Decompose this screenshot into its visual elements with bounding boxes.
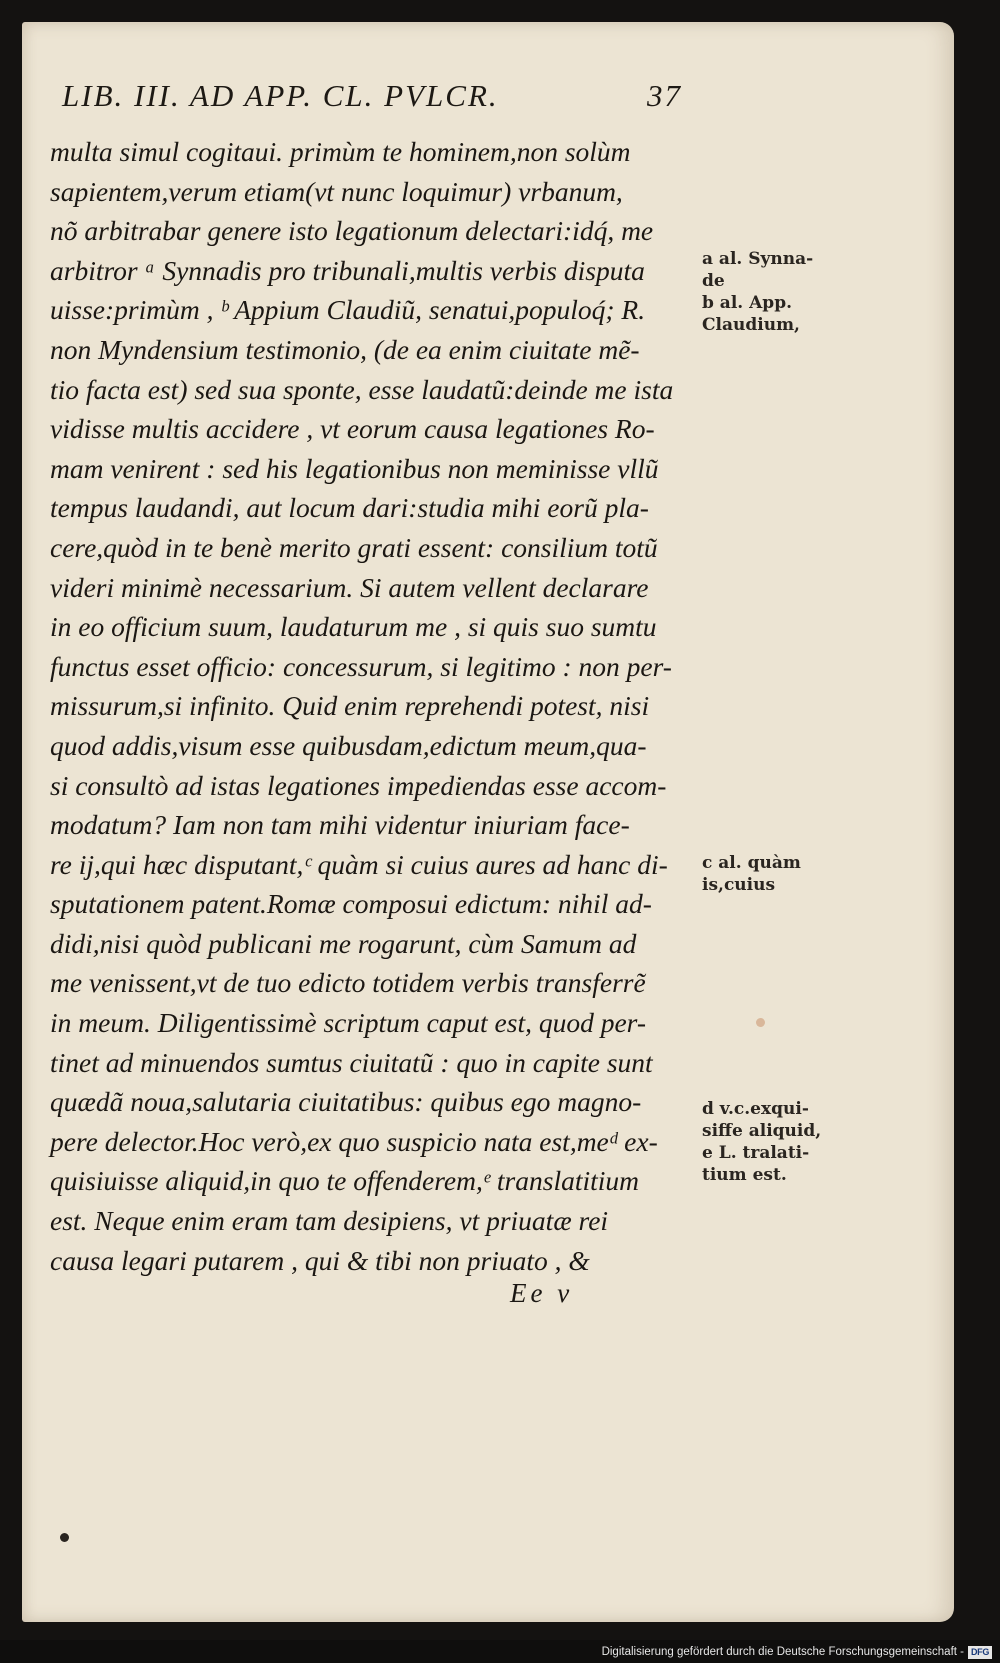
text-line: didi,nisi quòd publicani me rogarunt, cùm Samum ad [50,927,637,959]
dfg-logo: DFG [968,1646,992,1659]
text-line: arbitror ᵃ Synnadis pro tribunali,multis verbis disputa [50,254,645,286]
text-line: quædã noua,salutaria ciuitatibus: quibus ego magno- [50,1086,642,1118]
text-line: functus esset officio: concessurum, si legitimo : non per- [50,650,672,682]
text-line: cere,quòd in te benè merito grati essent: consilium totũ [50,531,658,563]
ink-spot [60,1533,69,1542]
text-line: tinet ad minuendos sumtus ciuitatũ : quo in capite sunt [50,1046,653,1078]
text-line: non Myndensium testimonio, (de ea enim ciuitate mẽ- [50,333,640,365]
stain-spot [756,1018,765,1027]
running-head-title: LIB. III. AD APP. CL. PVLCR. [62,78,499,113]
text-line: sapientem,verum etiam(vt nunc loquimur) vrbanum, [50,175,623,207]
margin-note-c [702,852,801,896]
text-line: in meum. Diligentissimè scriptum caput est, quod per- [50,1007,646,1039]
text-line: pere delector.Hoc verò,ex quo suspicio nata est,meᵈ ex- [50,1125,658,1157]
margin-note-line: is,cuius [702,875,776,895]
margin-note-line: Claudium, [702,315,800,335]
funding-credit: Digitalisierung gefördert durch die Deutsche Forschungsgemeinschaft - [601,1646,964,1658]
text-line: est. Neque enim eram tam desipiens, vt priuatæ rei [50,1205,609,1237]
margin-note-line: d v.c.exqui- [702,1099,809,1119]
running-head [62,78,682,114]
margin-note-line: siffe aliquid, [702,1121,822,1141]
catchword: Ee v [510,1278,574,1308]
main-text-block [50,132,690,1280]
text-line: multa simul cogitaui. primùm te hominem,non solùm [50,136,631,167]
text-line: tempus laudandi, aut locum dari:studia mihi eorũ pla- [50,492,649,524]
text-line: sputationem patent.Romæ composui edictum: nihil ad- [50,888,652,920]
text-line: si consultò ad istas legationes impediendas esse accom- [50,769,667,801]
margin-note-line: tium est. [702,1165,787,1185]
text-line: modatum? Iam non tam mihi videntur iniuriam face- [50,809,630,841]
text-line: videri minimè necessarium. Si autem vellent declarare [50,571,649,603]
margin-note-line: de [702,271,725,291]
text-line: tio facta est) sed sua sponte, esse laudatũ:deinde me ista [50,373,674,405]
text-line: mam venirent : sed his legationibus non meminisse vllũ [50,452,659,484]
text-line: quisiuisse aliquid,in quo te offenderem,ᵉ translatitium [50,1165,640,1197]
margin-note-line: b al. App. [702,293,792,313]
text-line: me venissent,vt de tuo edicto totidem verbis transferrẽ [50,967,646,999]
text-line: uisse:primùm , ᵇ Appium Claudiũ, senatui,populoq́; R. [50,294,646,326]
margin-note-line: c al. quàm [702,853,801,873]
text-line: causa legari putarem , qui & tibi non priuato , & [50,1244,590,1276]
text-line: nõ arbitrabar genere isto legationum delectari:idq́, me [50,215,654,247]
text-line: re ij,qui hæc disputant,ᶜ quàm si cuius aures ad hanc di- [50,848,668,880]
text-line: missurum,si infinito. Quid enim reprehendi potest, nisi [50,690,650,722]
margin-note-d-e [702,1098,821,1186]
text-line: quod addis,visum esse quibusdam,edictum meum,qua- [50,729,647,761]
margin-note-line: e L. tralati- [702,1143,810,1163]
margin-note-a-b [702,248,813,336]
page-number: 37 [647,78,682,113]
text-line: in eo officium suum, laudaturum me , si quis suo sumtu [50,611,657,643]
margin-note-line: a al. Synna- [702,249,814,269]
text-line: vidisse multis accidere , vt eorum causa legationes Ro- [50,413,655,445]
